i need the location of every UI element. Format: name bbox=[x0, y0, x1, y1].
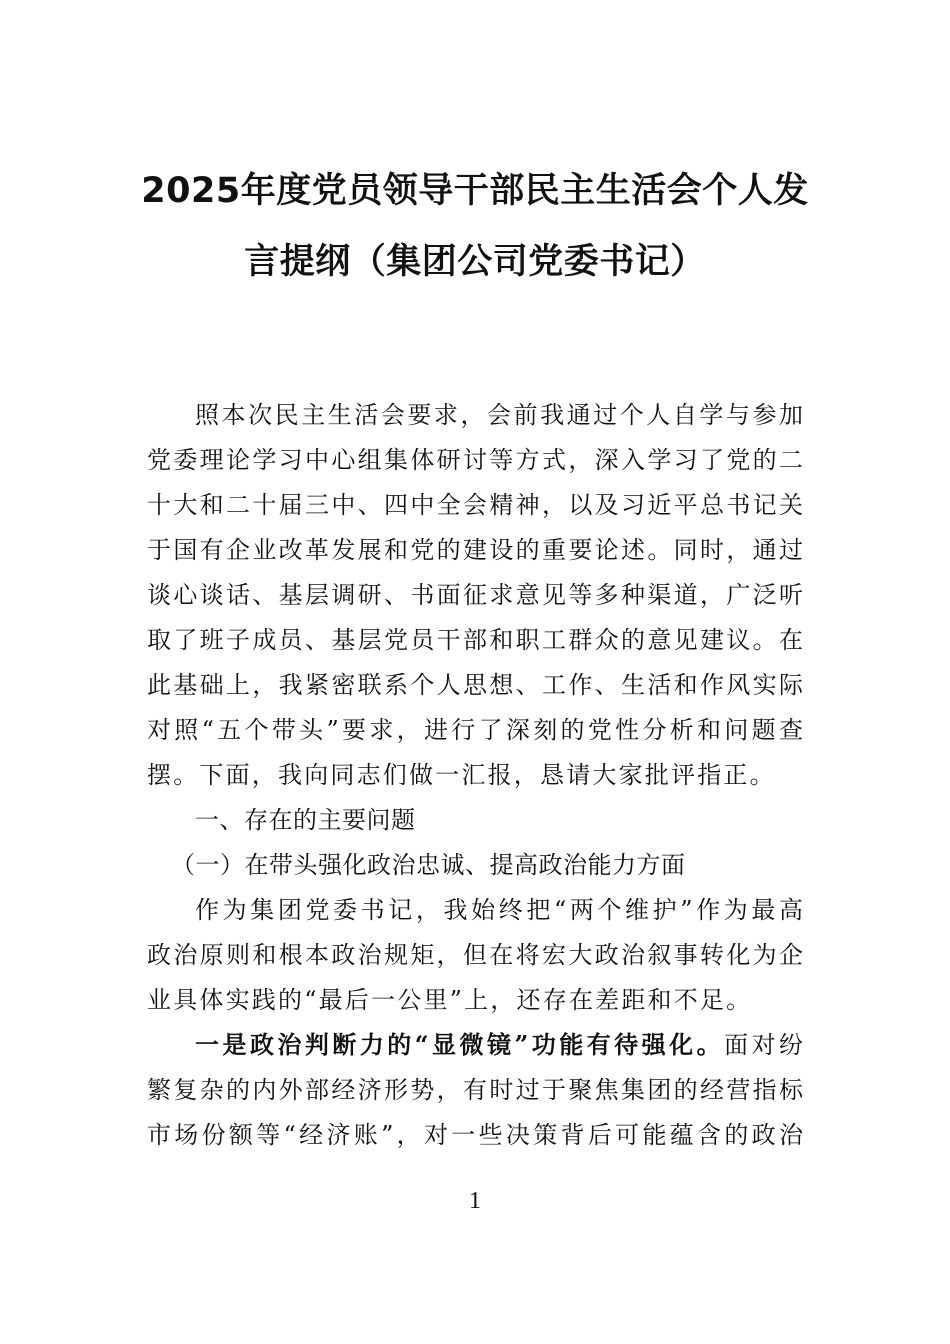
intro-line-4: 于国有企业改革发展和党的建设的重要论述。同时，通过 bbox=[147, 536, 803, 564]
intro-line-7: 此基础上，我紧密联系个人思想、工作、生活和作风实际 bbox=[147, 671, 803, 699]
document-title-line-2: 言提纲（集团公司党委书记） bbox=[244, 242, 706, 282]
subsection-heading-political-loyalty: （一）在带头强化政治忠诚、提高政治能力方面 bbox=[171, 851, 686, 879]
document-title-line-1: 2025年度党员领导干部民主生活会个人发 bbox=[141, 171, 809, 211]
intro-line-6: 取了班子成员、基层党员干部和职工群众的意见建议。在 bbox=[147, 626, 803, 654]
intro-line-2: 党委理论学习中心组集体研讨等方式，深入学习了党的二 bbox=[147, 446, 803, 474]
intro-line-8: 对照“五个带头”要求，进行了深刻的党性分析和问题查 bbox=[147, 716, 803, 744]
intro-line-3: 十大和二十届三中、四中全会精神，以及习近平总书记关 bbox=[147, 491, 803, 519]
point-one-line-3: 市场份额等“经济账”，对一些决策背后可能蕴含的政治 bbox=[147, 1121, 803, 1149]
intro-line-9: 摆。下面，我向同志们做一汇报，恳请大家批评指正。 bbox=[147, 761, 776, 789]
intro-line-1: 照本次民主生活会要求，会前我通过个人自学与参加 bbox=[195, 401, 803, 429]
point-one-line-2: 繁复杂的内外部经济形势，有时过于聚焦集团的经营指标 bbox=[147, 1076, 803, 1104]
point-one-lead: 一是政治判断力的“显微镜”功能有待强化。 bbox=[195, 1030, 725, 1059]
section-heading-problems: 一、存在的主要问题 bbox=[195, 806, 416, 834]
point-one-line-1 bbox=[195, 1030, 803, 1060]
subsection-para-line-3: 业具体实践的“最后一公里”上，还存在差距和不足。 bbox=[147, 986, 753, 1014]
point-one-lead-rest: 面对纷 bbox=[724, 1031, 803, 1059]
intro-line-5: 谈心谈话、基层调研、书面征求意见等多种渠道，广泛听 bbox=[147, 581, 803, 609]
subsection-para-line-2: 政治原则和根本政治规矩，但在将宏大政治叙事转化为企 bbox=[147, 941, 803, 969]
page-number: 1 bbox=[469, 1188, 481, 1214]
subsection-para-line-1: 作为集团党委书记，我始终把“两个维护”作为最高 bbox=[195, 896, 803, 924]
